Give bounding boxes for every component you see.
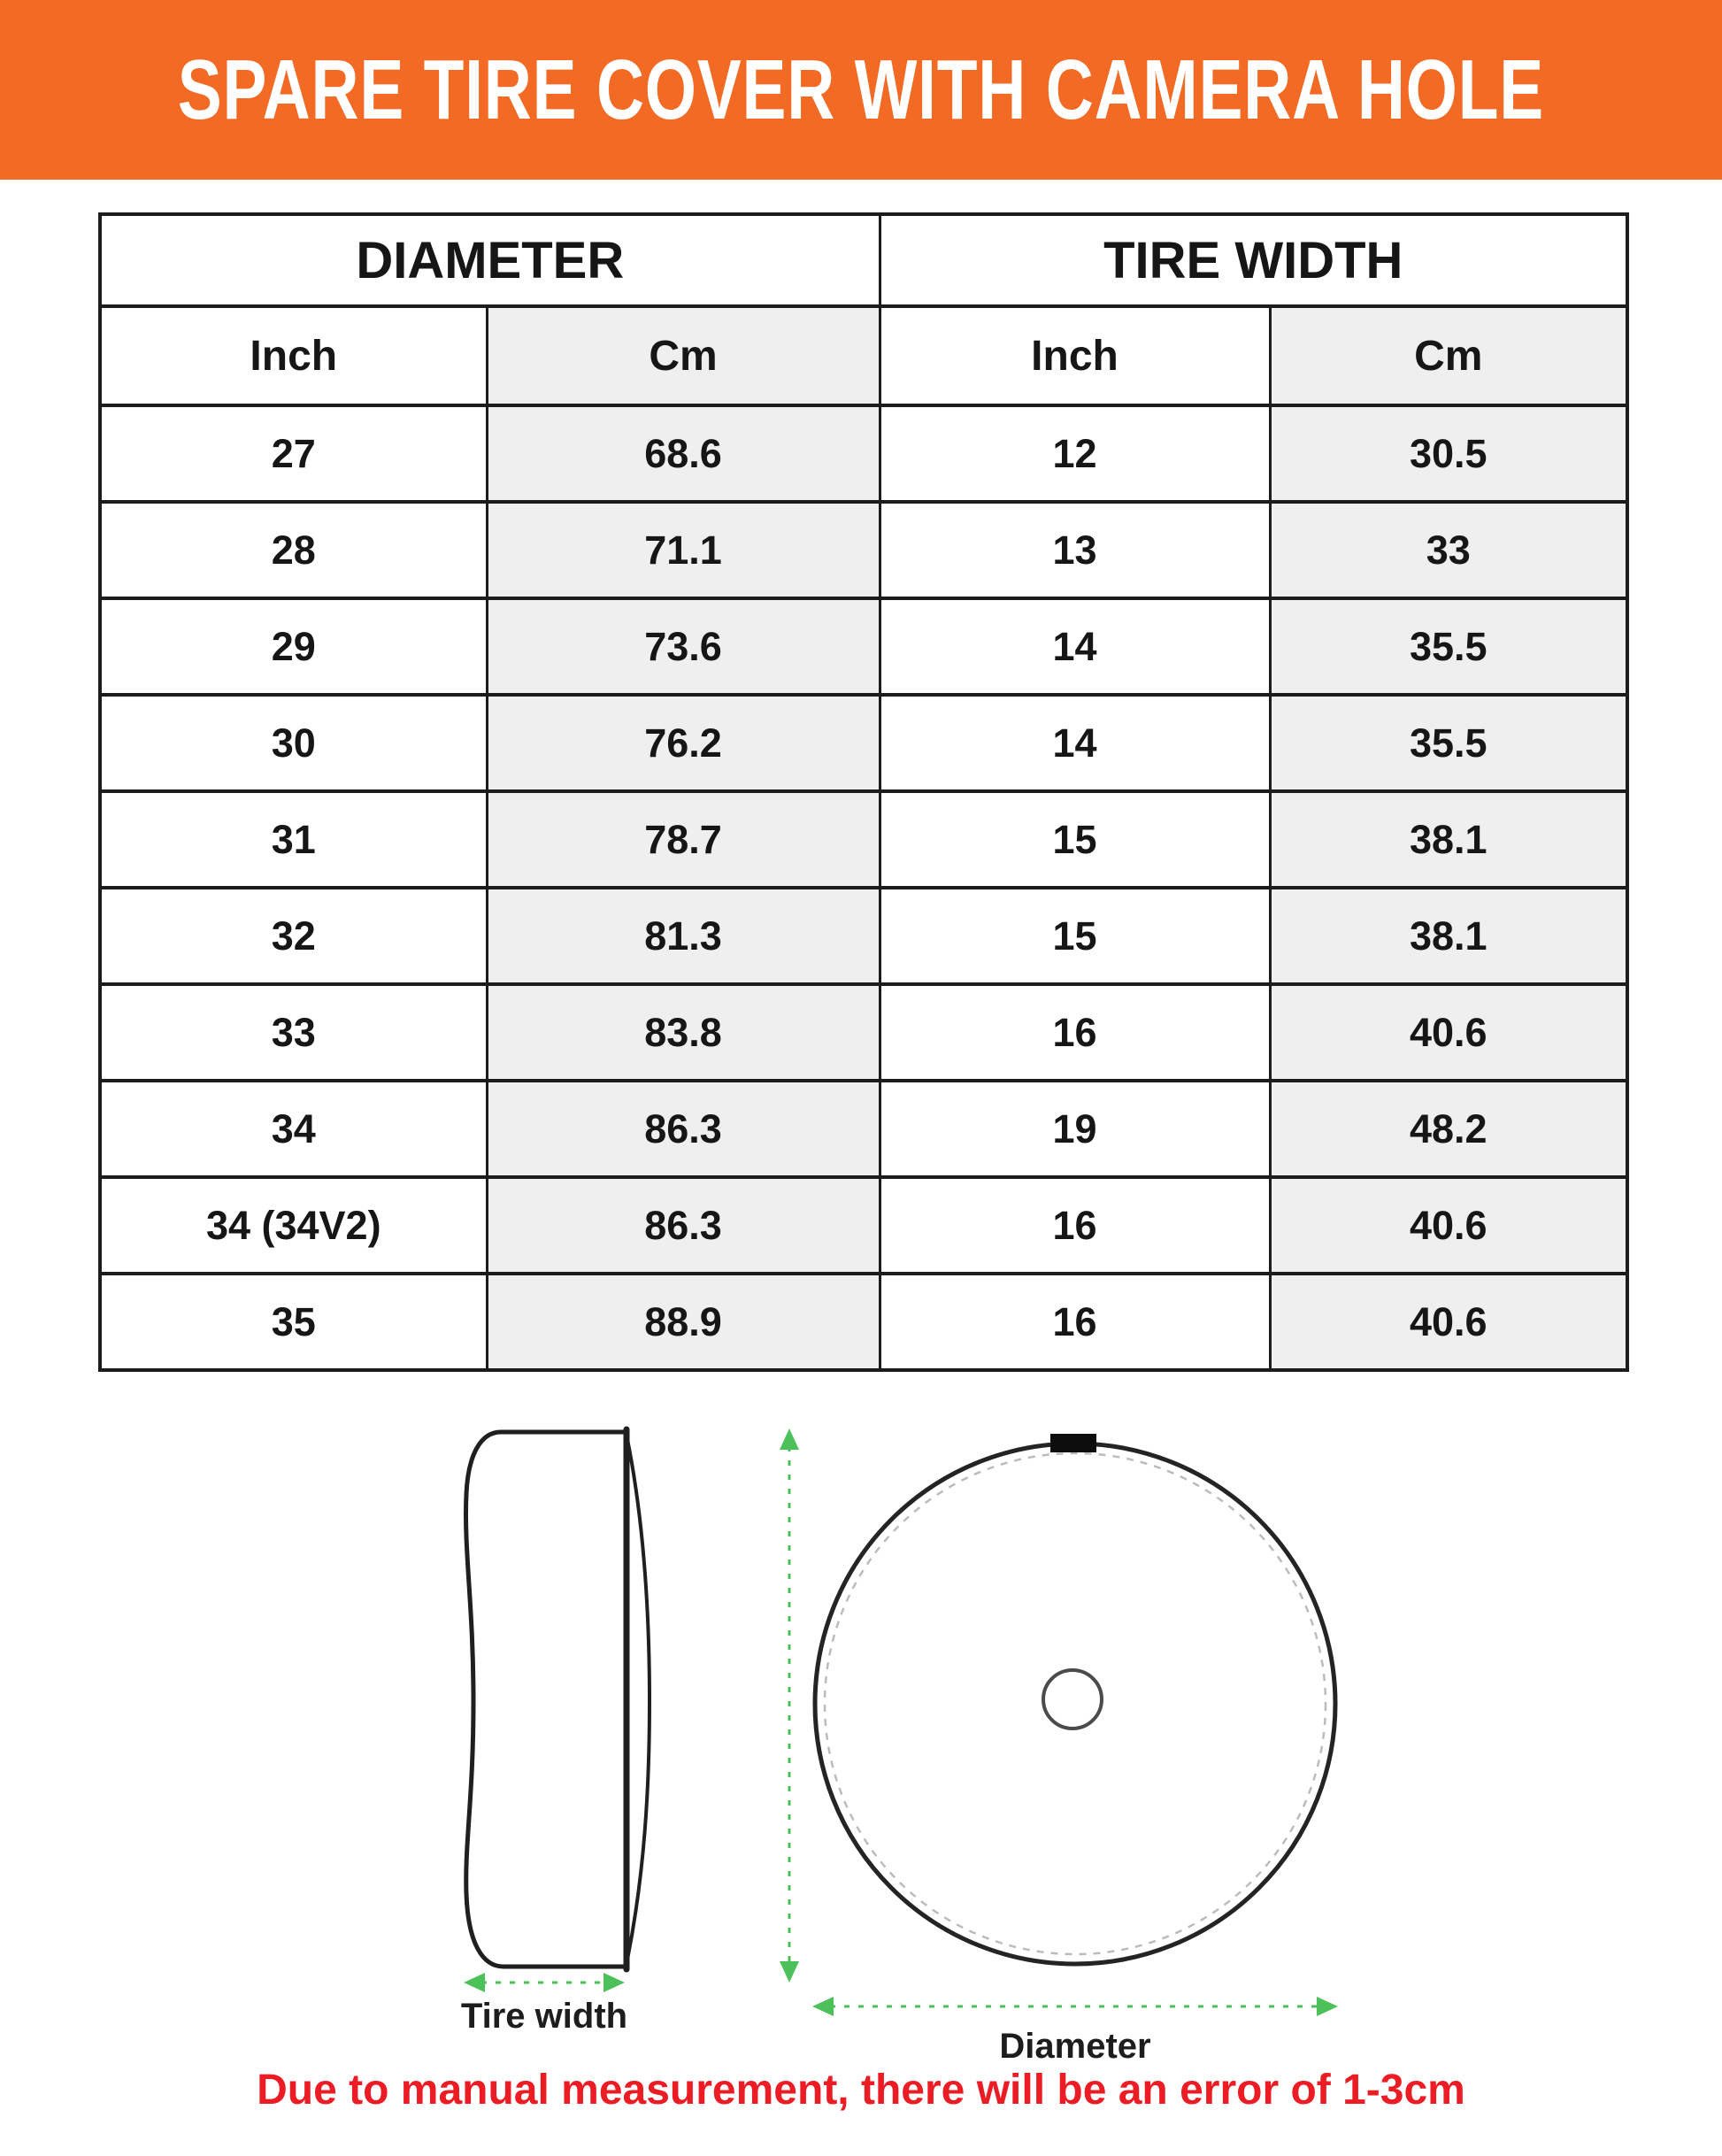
arrowhead-right-icon [603,1973,625,1992]
table-cell: 40.6 [1270,984,1627,1081]
table-cell: 81.3 [487,888,880,984]
table-row [100,405,1627,502]
table-cell: 35 [100,1274,487,1370]
table-cell: 16 [880,1274,1270,1370]
table-cell: 35.5 [1270,598,1627,695]
table-cell: 76.2 [487,695,880,791]
table-cell: 73.6 [487,598,880,695]
tire-width-cm-header: Cm [1270,306,1627,405]
tire-width-inch-header: Inch [880,306,1270,405]
table-row [100,502,1627,598]
table-cell: 16 [880,1177,1270,1274]
diameter-cm-header: Cm [487,306,880,405]
table-cell: 29 [100,598,487,695]
table-cell: 28 [100,502,487,598]
height-arrow [780,1428,799,1983]
table-row [100,984,1627,1081]
table-cell: 15 [880,888,1270,984]
table-cell: 48.2 [1270,1081,1627,1177]
table-cell: 32 [100,888,487,984]
arrowhead-down-icon [780,1961,799,1983]
table-row [100,791,1627,888]
table-cell: 35.5 [1270,695,1627,791]
table-cell: 30.5 [1270,405,1627,502]
diameter-label: Diameter [999,2027,1151,2066]
table-row [100,1274,1627,1370]
table-cell: 34 [100,1081,487,1177]
table-cell: 31 [100,791,487,888]
table-cell: 19 [880,1081,1270,1177]
table-cell: 14 [880,695,1270,791]
table-cell: 68.6 [487,405,880,502]
table-cell: 16 [880,984,1270,1081]
size-chart-table [98,212,1629,1372]
table-row [100,598,1627,695]
table-row [100,695,1627,791]
camera-hole-marker [1050,1434,1096,1452]
table-subheader-row [100,306,1627,405]
measurement-note: Due to manual measurement, there will be an error of 1-3cm [257,2067,1465,2114]
table-cell: 38.1 [1270,791,1627,888]
table-cell: 40.6 [1270,1177,1627,1274]
table-cell: 88.9 [487,1274,880,1370]
table-cell: 86.3 [487,1081,880,1177]
diameter-arrow [812,1997,1338,2016]
arrowhead-left-icon [464,1973,485,1992]
tire-width-label: Tire width [460,1997,628,2036]
table-cell: 38.1 [1270,888,1627,984]
table-cell: 71.1 [487,502,880,598]
arrowhead-up-icon [780,1428,799,1450]
table-cell: 40.6 [1270,1274,1627,1370]
table-cell: 13 [880,502,1270,598]
table-row [100,888,1627,984]
table-row [100,1177,1627,1274]
table-cell: 78.7 [487,791,880,888]
table-cell: 15 [880,791,1270,888]
tire-width-group-header: TIRE WIDTH [880,214,1627,306]
table-group-header-row [100,214,1627,306]
table-cell: 83.8 [487,984,880,1081]
tire-diagram [398,1416,1434,2053]
table-cell: 14 [880,598,1270,695]
page-title: SPARE TIRE COVER WITH CAMERA HOLE [177,42,1545,137]
width-arrow [464,1973,625,1992]
table-cell: 34 (34V2) [100,1177,487,1274]
table-cell: 33 [1270,502,1627,598]
tire-front-view [815,1434,1335,1964]
arrowhead-right-icon [1317,1997,1338,2016]
diameter-group-header: DIAMETER [100,214,880,306]
table-cell: 33 [100,984,487,1081]
diameter-inch-header: Inch [100,306,487,405]
arrowhead-left-icon [812,1997,834,2016]
table-cell: 30 [100,695,487,791]
table-cell: 86.3 [487,1177,880,1274]
table-cell: 27 [100,405,487,502]
tire-side-view [465,1429,650,1969]
hub-circle [1043,1670,1102,1729]
table-row [100,1081,1627,1177]
table-cell: 12 [880,405,1270,502]
header-banner [0,0,1722,180]
